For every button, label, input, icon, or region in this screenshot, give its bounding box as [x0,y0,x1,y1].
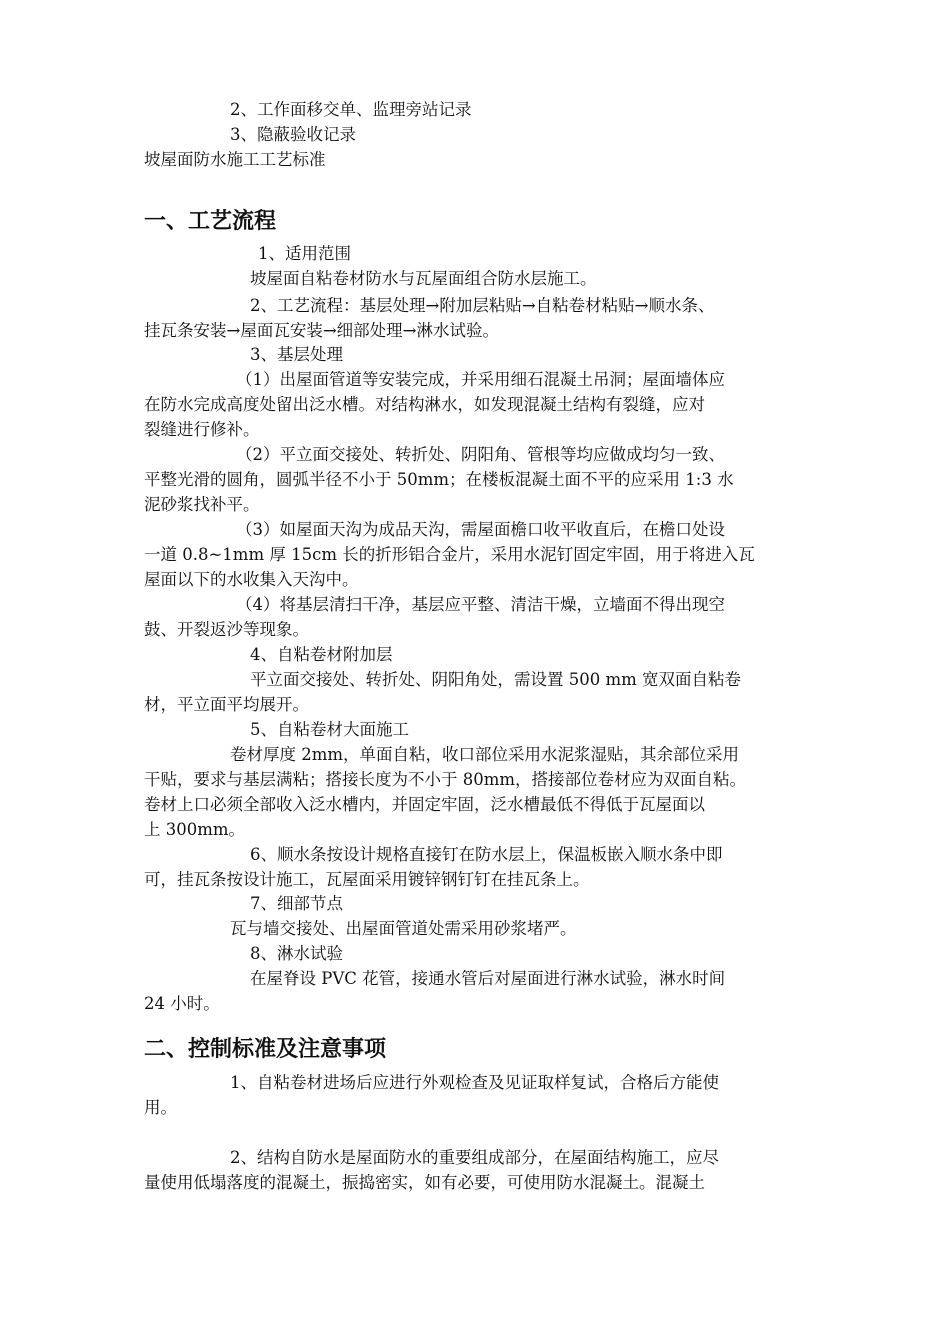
scope-title: 1、适用范围 [258,244,351,263]
base-treatment-title: 3、基层处理 [250,345,343,364]
main-surface-line-4: 上 300mm。 [144,820,246,839]
base-item-1-line-1: （1）出屋面管道等安装完成，并采用细石混凝土吊洞；屋面墙体应 [236,370,725,389]
base-item-3-line-2: 一道 0.8~1mm 厚 15cm 长的折形铝合金片，采用水泥钉固定牢固，用于将进入瓦 [144,545,755,564]
control-item-2-line-2: 量使用低塌落度的混凝土，振捣密实，如有必要，可使用防水混凝土。混凝土 [144,1173,705,1192]
base-item-2-line-1: （2）平立面交接处、转折处、阴阳角、管根等均应做成均匀一致、 [236,445,725,464]
scope-text: 坡屋面自粘卷材防水与瓦屋面组合防水层施工。 [250,269,597,288]
battens-line-1: 6、顺水条按设计规格直接钉在防水层上，保温板嵌入顺水条中即 [250,845,723,864]
additional-layer-line-2: 材，平立面平均展开。 [144,695,309,714]
additional-layer-line-1: 平立面交接处、转折处、阴阳角处，需设置 500 mm 宽双面自粘卷 [250,670,742,689]
water-test-line-1: 在屋脊设 PVC 花管，接通水管后对屋面进行淋水试验，淋水时间 [250,969,726,988]
water-test-title: 8、淋水试验 [250,944,343,963]
control-item-1-line-1: 1、自粘卷材进场后应进行外观检查及见证取样复试，合格后方能使 [230,1073,719,1092]
process-flow-line-1: 2、工艺流程：基层处理→附加层粘贴→自粘卷材粘贴→顺水条、 [250,296,715,315]
main-surface-title: 5、自粘卷材大面施工 [250,720,409,739]
record-item-3: 3、隐蔽验收记录 [230,125,356,144]
base-item-1-line-2: 在防水完成高度处留出泛水槽。对结构淋水，如发现混凝土结构有裂缝，应对 [144,395,705,414]
base-item-3-line-1: （3）如屋面天沟为成品天沟，需屋面檐口收平收直后，在檐口处设 [236,520,725,539]
water-test-line-2: 24 小时。 [144,994,220,1013]
details-text: 瓦与墙交接处、出屋面管道处需采用砂浆堵严。 [230,919,577,938]
main-surface-line-3: 卷材上口必须全部收入泛水槽内，并固定牢固，泛水槽最低不得低于瓦屋面以 [144,795,705,814]
record-item-2: 2、工作面移交单、监理旁站记录 [230,100,472,119]
base-item-4-line-2: 鼓、开裂返沙等现象。 [144,620,309,639]
battens-line-2: 可，挂瓦条按设计施工，瓦屋面采用镀锌钢钉钉在挂瓦条上。 [144,870,590,889]
main-surface-line-1: 卷材厚度 2mm，单面自粘，收口部位采用水泥浆湿贴，其余部位采用 [230,745,740,764]
base-item-1-line-3: 裂缝进行修补。 [144,420,260,439]
section-2-heading: 二、控制标准及注意事项 [144,1037,387,1062]
base-item-2-line-2: 平整光滑的圆角，圆弧半径不小于 50mm；在楼板混凝土面不平的应采用 1:3 水 [144,470,734,489]
process-flow-line-2: 挂瓦条安装→屋面瓦安装→细部处理→淋水试验。 [144,321,499,340]
control-item-2-line-1: 2、结构自防水是屋面防水的重要组成部分，在屋面结构施工，应尽 [230,1148,719,1167]
base-item-3-line-3: 屋面以下的水收集入天沟中。 [144,570,359,589]
main-surface-line-2: 干贴，要求与基层满粘；搭接长度为不小于 80mm，搭接部位卷材应为双面自粘。 [144,770,747,789]
details-title: 7、细部节点 [250,894,343,913]
document-title: 坡屋面防水施工工艺标准 [144,150,326,169]
section-1-heading: 一、工艺流程 [144,209,277,234]
base-item-4-line-1: （4）将基层清扫干净，基层应平整、清洁干燥，立墙面不得出现空 [236,595,725,614]
control-item-1-line-2: 用。 [144,1098,177,1117]
base-item-2-line-3: 泥砂浆找补平。 [144,495,260,514]
additional-layer-title: 4、自粘卷材附加层 [250,645,393,664]
